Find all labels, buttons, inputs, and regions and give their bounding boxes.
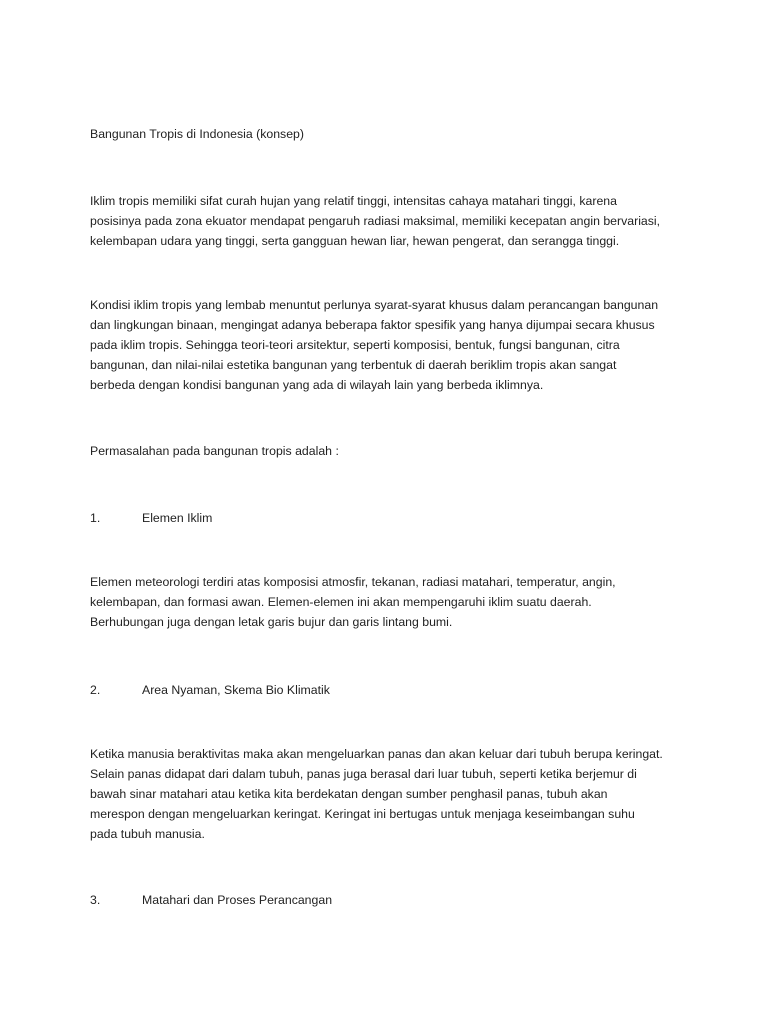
paragraph-line: dan lingkungan binaan, mengingat adanya beberapa faktor spesifik yang hanya dijumpai secara khusus <box>90 318 655 332</box>
paragraph-line: Berhubungan juga dengan letak garis bujur dan garis lintang bumi. <box>90 615 453 629</box>
list-heading: Matahari dan Proses Perancangan <box>142 893 333 907</box>
list-number: 2. <box>90 683 101 697</box>
paragraph-line: berbeda dengan kondisi bangunan yang ada di wilayah lain yang berbeda iklimnya. <box>90 378 544 392</box>
list-number: 1. <box>90 511 101 525</box>
list-number: 3. <box>90 893 101 907</box>
paragraph-line: Elemen meteorologi terdiri atas komposisi atmosfir, tekanan, radiasi matahari, temperatur, angin, <box>90 575 616 589</box>
list-intro-text: Permasalahan pada bangunan tropis adalah : <box>90 444 339 458</box>
list-item-1-heading <box>90 508 212 528</box>
list-item-2-heading <box>90 680 330 700</box>
paragraph-line: kelembapan, dan formasi awan. Elemen-elemen ini akan mempengaruhi iklim suatu daerah. <box>90 595 592 609</box>
paragraph-line: kelembapan udara yang tinggi, serta gangguan hewan liar, hewan pengerat, dan serangga tinggi. <box>90 234 620 248</box>
list-heading: Area Nyaman, Skema Bio Klimatik <box>142 683 330 697</box>
paragraph-line: Iklim tropis memiliki sifat curah hujan yang relatif tinggi, intensitas cahaya matahari tinggi, karena <box>90 194 617 208</box>
paragraph-line: Ketika manusia beraktivitas maka akan mengeluarkan panas dan akan keluar dari tubuh berupa keringat. <box>90 747 663 761</box>
list-item-2-body <box>90 744 690 844</box>
paragraph-line: bawah sinar matahari atau ketika kita berdekatan dengan sumber penghasil panas, tubuh akan <box>90 787 608 801</box>
paragraph-line: Selain panas didapat dari dalam tubuh, panas juga berasal dari luar tubuh, seperti ketika berjemur di <box>90 767 637 781</box>
paragraph-line: Kondisi iklim tropis yang lembab menuntut perlunya syarat-syarat khusus dalam perancangan bangunan <box>90 298 659 312</box>
paragraph-line: pada iklim tropis. Sehingga teori-teori arsitektur, seperti komposisi, bentuk, fungsi bangunan, citra <box>90 338 620 352</box>
paragraph-2 <box>90 295 690 395</box>
paragraph-line: bangunan, dan nilai-nilai estetika bangunan yang terbentuk di daerah beriklim tropis akan sangat <box>90 358 617 372</box>
list-intro <box>90 441 690 461</box>
paragraph-1 <box>90 191 690 251</box>
list-item-3-heading <box>90 890 332 910</box>
paragraph-line: merespon dengan mengeluarkan keringat. Keringat ini bertugas untuk menjaga keseimbangan suhu <box>90 807 635 821</box>
document-title <box>90 124 690 144</box>
title-text: Bangunan Tropis di Indonesia (konsep) <box>90 127 304 141</box>
list-item-1-body <box>90 572 690 632</box>
paragraph-line: posisinya pada zona ekuator mendapat pengaruh radiasi maksimal, memiliki kecepatan angin bervariasi, <box>90 214 661 228</box>
list-heading: Elemen Iklim <box>142 511 213 525</box>
paragraph-line: pada tubuh manusia. <box>90 827 205 841</box>
